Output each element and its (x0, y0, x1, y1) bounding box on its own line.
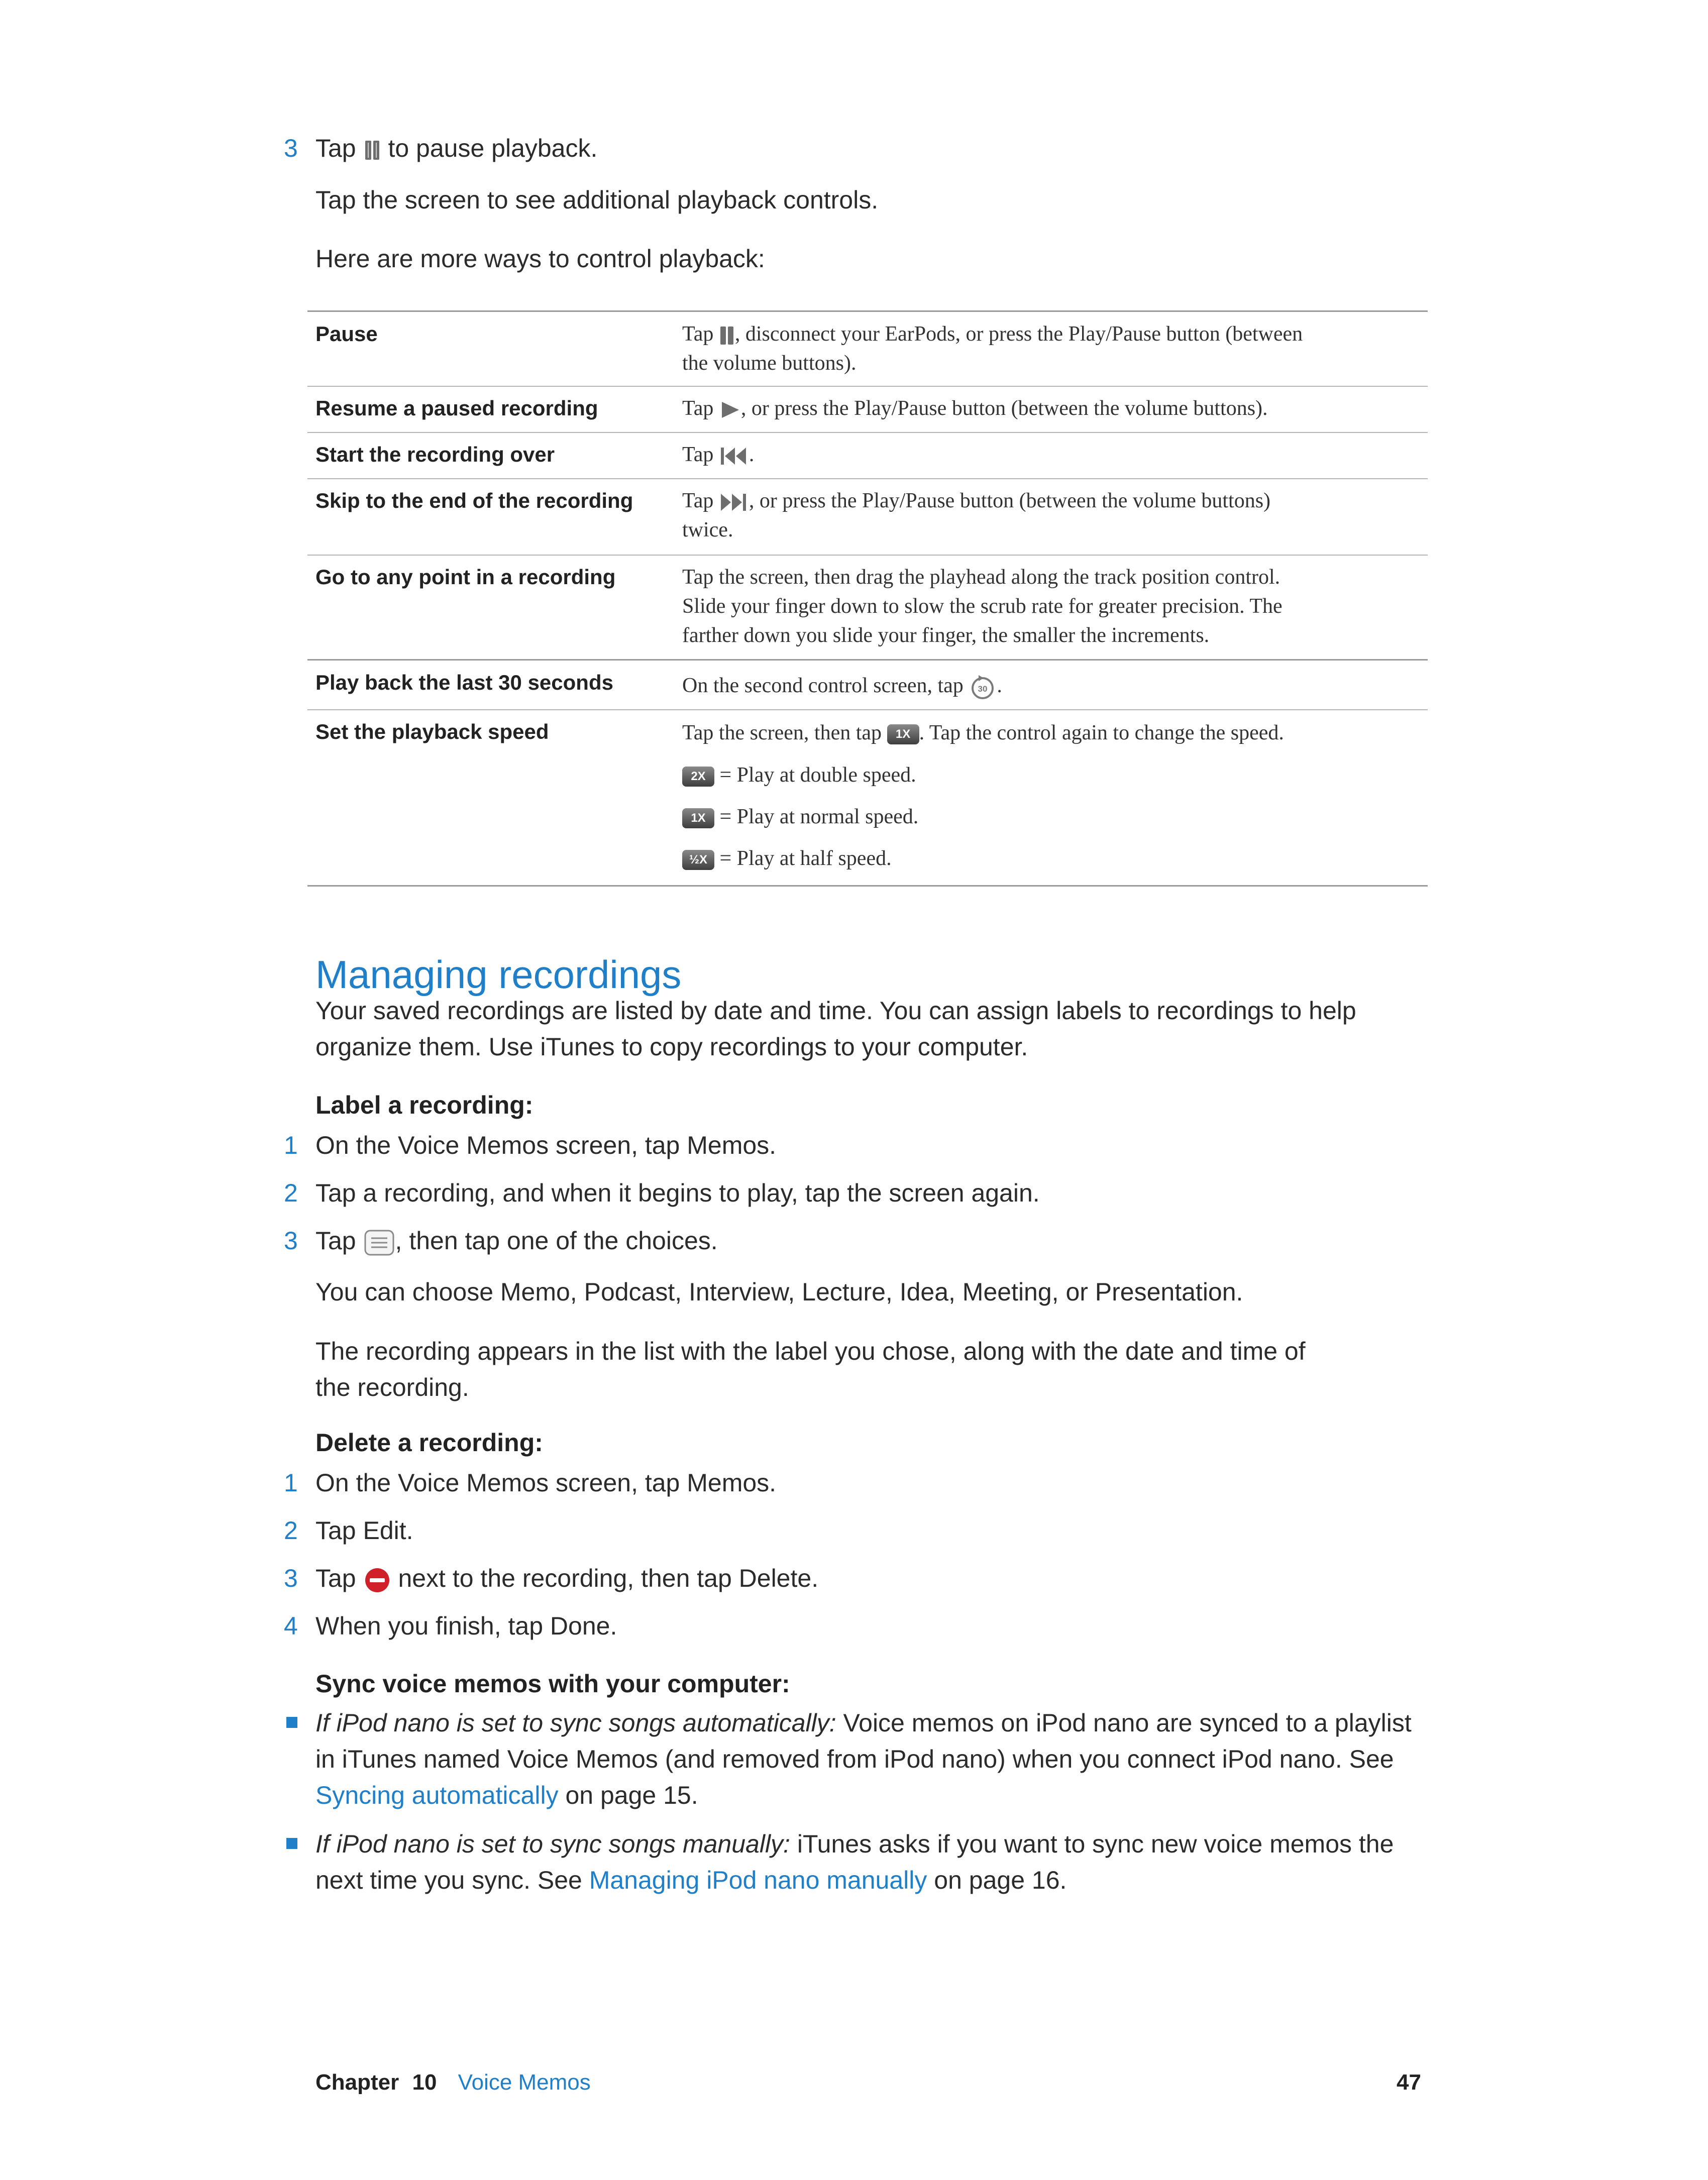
subheading: Delete a recording: (315, 1429, 543, 1457)
page-number: 47 (1397, 2070, 1421, 2095)
footer-chapter-number: 10 (412, 2070, 437, 2095)
table-row-desc (682, 394, 1416, 423)
play-icon (719, 400, 741, 420)
step-text (315, 1563, 818, 1594)
speed-half-icon: ½X (682, 850, 714, 870)
desc-text: Tap (682, 322, 714, 346)
label-menu-icon (363, 1229, 395, 1257)
speed-option (682, 802, 1416, 831)
note-text: The recording appears in the list with the label you chose, along with the date and time of (315, 1337, 1306, 1365)
table-row-label: Skip to the end of the recording (315, 489, 633, 512)
table-rule (307, 310, 1428, 312)
section-intro: Your saved recordings are listed by date and time. You can assign labels to recordings to help (315, 997, 1356, 1025)
step-number: 4 (284, 1612, 298, 1640)
desc-text: the volume buttons). (682, 352, 857, 375)
intro-paragraph: Tap the screen to see additional playback controls. (315, 186, 879, 214)
desc-text: Tap the screen, then drag the playhead along the track position control. (682, 566, 1280, 589)
bullet-text: in iTunes named Voice Memos (and removed from iPod nano) when you connect iPod nano. See (315, 1745, 1394, 1773)
step-text-pre: Tap (315, 1564, 356, 1592)
table-row-label: Go to any point in a recording (315, 565, 616, 589)
section-intro: organize them. Use iTunes to copy recordings to your computer. (315, 1033, 1028, 1061)
step-text-pre: Tap (315, 1227, 356, 1255)
step-text: Tap Edit. (315, 1516, 413, 1545)
bullet-text (315, 1829, 1394, 1859)
desc-text: Slide your finger down to slow the scrub rate for greater precision. The (682, 595, 1283, 618)
fast-forward-icon (719, 492, 749, 513)
note-text: You can choose Memo, Podcast, Interview, Lecture, Idea, Meeting, or Presentation. (315, 1278, 1243, 1306)
speed-1x-icon: 1X (887, 724, 919, 744)
table-rule (307, 885, 1428, 887)
table-rule (307, 709, 1428, 710)
step-number: 3 (284, 1227, 298, 1255)
bullet-rest: Voice memos on iPod nano are synced to a playlist (836, 1709, 1412, 1737)
bullet-marker (286, 1717, 297, 1728)
step-number: 2 (284, 1516, 298, 1545)
note-text: the recording. (315, 1373, 469, 1401)
bullet-lead: If iPod nano is set to sync songs manually: (315, 1830, 790, 1858)
footer-chapter (315, 2068, 591, 2097)
desc-text: , or press the Play/Pause button (between the volume buttons). (740, 397, 1268, 420)
step-number: 1 (284, 1469, 298, 1497)
step-number: 3 (284, 134, 298, 162)
step-text (315, 1226, 718, 1257)
table-row-desc (682, 486, 1416, 544)
table-row-label: Pause (315, 322, 378, 346)
replay-30-icon (969, 673, 997, 701)
table-row-desc (682, 563, 1416, 650)
bullet-marker (286, 1838, 297, 1849)
bullet-text (315, 1865, 1066, 1895)
bullet-rest: next time you sync. See (315, 1866, 589, 1894)
step-text (315, 133, 597, 163)
step-number: 2 (284, 1179, 298, 1207)
step-text: When you finish, tap Done. (315, 1612, 617, 1640)
table-rule (307, 478, 1428, 479)
rewind-icon (719, 446, 749, 467)
desc-text: Tap (682, 397, 714, 420)
section-title: Managing recordings (315, 952, 682, 997)
table-row-label: Start the recording over (315, 443, 555, 466)
speed-option (682, 844, 1416, 873)
desc-text: On the second control screen, tap (682, 674, 964, 697)
step-text-post: to pause playback. (388, 134, 598, 162)
desc-text: twice. (682, 518, 733, 541)
syncing-automatically-link[interactable]: Syncing automatically (315, 1781, 559, 1809)
desc-text: farther down you slide your finger, the smaller the increments. (682, 624, 1210, 647)
step-text-post: next to the recording, then tap Delete. (398, 1564, 819, 1592)
table-rule (307, 432, 1428, 433)
desc-text: Tap (682, 489, 714, 512)
table-row-label: Set the playback speed (315, 720, 549, 743)
step-text: Tap a recording, and when it begins to play, tap the screen again. (315, 1179, 1040, 1207)
desc-text: . Tap the control again to change the speed. (919, 721, 1284, 744)
step-text-pre: Tap (315, 134, 356, 162)
table-row-desc (682, 319, 1416, 378)
table-row-desc (682, 718, 1416, 747)
speed-text: = Play at half speed. (719, 847, 892, 870)
table-row-label: Play back the last 30 seconds (315, 671, 613, 694)
intro-paragraph: Here are more ways to control playback: (315, 245, 765, 273)
bullet-tail: on page 15. (558, 1781, 698, 1809)
bullet-rest: iTunes asks if you want to sync new voice memos the (790, 1830, 1394, 1858)
speed-text: = Play at double speed. (719, 764, 916, 787)
desc-text: , disconnect your EarPods, or press the Play/Pause button (between (734, 322, 1303, 346)
footer-chapter-label: Chapter (315, 2070, 399, 2095)
desc-text: . (749, 443, 755, 466)
desc-text: Tap the screen, then tap (682, 721, 882, 744)
delete-minus-icon (363, 1566, 391, 1594)
subheading: Label a recording: (315, 1091, 533, 1119)
managing-ipod-nano-manually-link[interactable]: Managing iPod nano manually (589, 1866, 927, 1894)
table-row-label: Resume a paused recording (315, 396, 598, 420)
step-number: 1 (284, 1131, 298, 1159)
table-row-desc (682, 671, 1416, 701)
pause-icon (719, 325, 735, 346)
bullet-text (315, 1708, 1412, 1738)
step-text: On the Voice Memos screen, tap Memos. (315, 1469, 777, 1497)
desc-text: Tap (682, 443, 714, 466)
desc-text: . (997, 674, 1002, 697)
step-number: 3 (284, 1564, 298, 1592)
step-text-post: , then tap one of the choices. (395, 1227, 718, 1255)
bullet-text (315, 1780, 698, 1810)
table-row-desc (682, 440, 1416, 469)
table-rule (307, 555, 1428, 556)
bullet-lead: If iPod nano is set to sync songs automatically: (315, 1709, 836, 1737)
speed-1x-icon: 1X (682, 808, 714, 828)
desc-text: , or press the Play/Pause button (between the volume buttons) (749, 489, 1271, 512)
speed-2x-icon: 2X (682, 767, 714, 787)
table-rule (307, 659, 1428, 661)
speed-option (682, 760, 1416, 790)
svg-text:30: 30 (978, 684, 988, 694)
pause-icon (363, 139, 381, 162)
footer-chapter-link[interactable]: Voice Memos (458, 2070, 591, 2095)
table-rule (307, 386, 1428, 387)
step-text: On the Voice Memos screen, tap Memos. (315, 1131, 777, 1159)
bullet-tail: on page 16. (927, 1866, 1067, 1894)
speed-text: = Play at normal speed. (719, 805, 919, 828)
subheading: Sync voice memos with your computer: (315, 1670, 790, 1698)
